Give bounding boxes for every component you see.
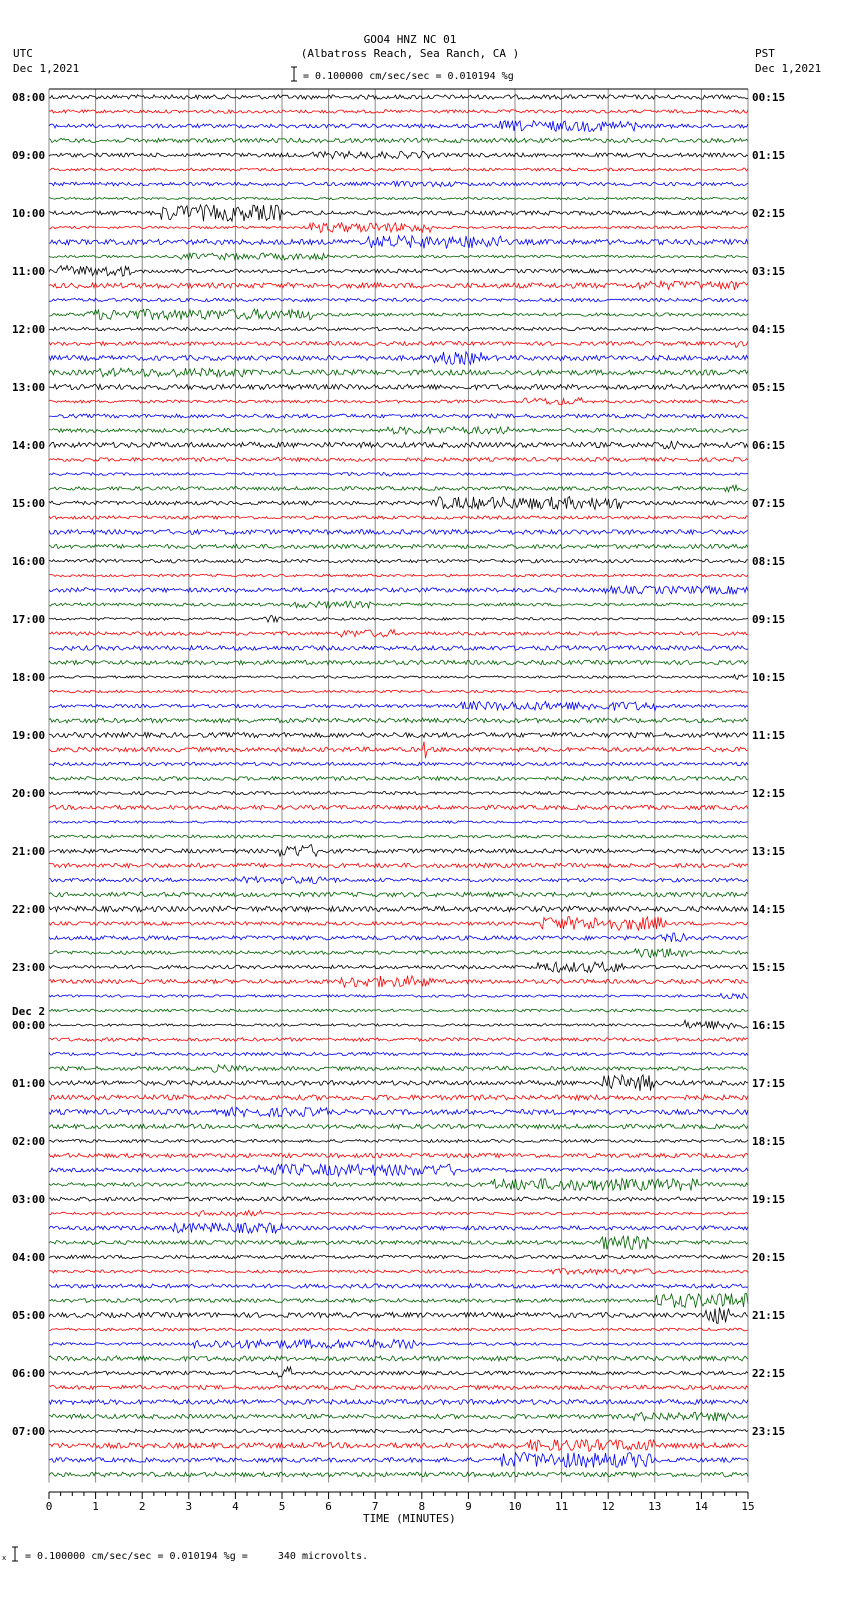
x-tick-label: 4: [232, 1500, 239, 1513]
seismic-trace: [49, 1139, 748, 1142]
pst-hour-label: 23:15: [752, 1425, 786, 1438]
seismic-trace: [49, 253, 748, 260]
seismic-trace: [49, 1452, 748, 1467]
x-tick-label: 13: [648, 1500, 662, 1513]
seismic-trace: [49, 994, 748, 999]
seismic-trace: [49, 933, 748, 942]
seismic-trace: [49, 368, 748, 377]
utc-hour-label: 07:00: [12, 1425, 46, 1438]
seismic-trace: [49, 1339, 748, 1348]
pst-hour-label: 16:15: [752, 1019, 786, 1032]
x-tick-label: 14: [694, 1500, 709, 1513]
seismic-trace: [49, 586, 748, 594]
svg-text:x: x: [2, 1554, 7, 1562]
pst-hour-label: 08:15: [752, 555, 786, 568]
seismic-trace: [49, 414, 748, 418]
pst-hour-label: 22:15: [752, 1367, 786, 1380]
seismic-trace: [49, 205, 748, 221]
seismic-trace: [49, 1075, 748, 1091]
utc-hour-label: 17:00: [12, 613, 46, 626]
seismic-trace: [49, 821, 748, 823]
seismic-trace: [49, 151, 748, 158]
seismic-trace: [49, 718, 748, 723]
seismic-trace: [49, 630, 748, 638]
seismic-trace: [49, 906, 748, 911]
pst-hour-label: 05:15: [752, 381, 786, 394]
seismic-trace: [49, 1400, 748, 1405]
date-change-label: Dec 2: [12, 1005, 46, 1018]
seismic-trace: [49, 835, 748, 838]
seismic-trace: [49, 530, 748, 535]
pst-hour-label: 00:15: [752, 91, 786, 104]
seismic-trace: [49, 646, 748, 651]
x-tick-label: 9: [465, 1500, 472, 1513]
seismic-trace: [49, 805, 748, 809]
seismic-trace: [49, 298, 748, 301]
seismic-trace: [49, 742, 748, 758]
x-tick-label: 12: [601, 1500, 615, 1513]
seismic-trace: [49, 1038, 748, 1042]
seismic-trace: [49, 574, 748, 577]
seismic-trace: [49, 236, 748, 249]
utc-hour-label: 18:00: [12, 671, 46, 684]
pst-hour-label: 21:15: [752, 1309, 786, 1322]
seismic-trace: [49, 497, 748, 510]
seismic-trace: [49, 732, 748, 737]
seismic-trace: [49, 281, 748, 290]
utc-hour-label: 04:00: [12, 1251, 46, 1264]
seismic-trace: [49, 121, 748, 132]
utc-hour-label: 23:00: [12, 961, 46, 974]
utc-hour-label: 02:00: [12, 1135, 46, 1148]
seismic-trace: [49, 976, 748, 988]
utc-hour-label: 10:00: [12, 207, 46, 220]
pst-hour-label: 06:15: [752, 439, 786, 452]
seismic-trace: [49, 427, 748, 435]
seismic-trace: [49, 95, 748, 99]
seismic-trace: [49, 398, 748, 405]
seismic-trace: [49, 341, 748, 347]
seismic-trace: [49, 472, 748, 476]
utc-hour-label: 11:00: [12, 265, 46, 278]
right-date: Dec 1,2021: [755, 62, 822, 75]
utc-hour-label: 06:00: [12, 1367, 46, 1380]
seismic-trace: [49, 559, 748, 563]
x-tick-label: 0: [45, 1500, 53, 1513]
utc-hour-label: 20:00: [12, 787, 46, 800]
x-axis-label: TIME (MINUTES): [363, 1512, 456, 1525]
seismic-trace: [49, 1236, 748, 1250]
seismic-trace: [49, 917, 748, 931]
seismic-trace: [49, 168, 748, 171]
seismic-trace: [49, 138, 748, 142]
pst-hour-label: 01:15: [752, 149, 786, 162]
seismic-trace: [49, 223, 748, 233]
seismic-trace: [49, 1255, 748, 1259]
utc-hour-label: 13:00: [12, 381, 46, 394]
seismic-trace: [49, 544, 748, 548]
seismic-trace: [49, 690, 748, 693]
seismic-trace: [49, 110, 748, 113]
pst-hour-label: 19:15: [752, 1193, 786, 1206]
seismic-trace: [49, 660, 748, 664]
seismic-trace: [49, 327, 748, 330]
utc-hour-label: 19:00: [12, 729, 46, 742]
seismic-trace: [49, 441, 748, 449]
seismic-trace: [49, 962, 748, 972]
seismic-trace: [49, 1095, 748, 1100]
seismic-trace: [49, 1164, 748, 1176]
pst-hour-label: 10:15: [752, 671, 786, 684]
right-timezone: PST: [755, 47, 775, 60]
x-tick-label: 3: [185, 1500, 193, 1513]
seismic-trace: [49, 384, 748, 389]
seismic-trace: [49, 1293, 748, 1307]
seismic-trace: [49, 948, 748, 957]
x-tick-label: 1: [92, 1500, 99, 1513]
x-tick-label: 7: [371, 1500, 379, 1513]
seismic-trace: [49, 845, 748, 857]
seismic-trace: [49, 1412, 748, 1421]
left-timezone: UTC: [13, 47, 33, 60]
pst-hour-label: 09:15: [752, 613, 786, 626]
footer-scale-bar-icon: [2, 1545, 24, 1563]
utc-hour-label: 09:00: [12, 149, 46, 162]
pst-hour-label: 13:15: [752, 845, 786, 858]
seismic-trace: [49, 675, 748, 680]
seismic-trace: [49, 1107, 748, 1116]
utc-hour-label: 22:00: [12, 903, 46, 916]
seismic-trace: [49, 1210, 748, 1216]
seismic-trace: [49, 701, 748, 710]
seismic-trace: [49, 615, 748, 622]
pst-hour-label: 17:15: [752, 1077, 786, 1090]
footer-scale-text: = 0.100000 cm/sec/sec = 0.010194 %g = 340 microvolts.: [25, 1551, 369, 1562]
seismic-trace: [49, 1124, 748, 1129]
utc-hour-label: 15:00: [12, 497, 46, 510]
seismic-trace: [49, 197, 748, 199]
seismic-trace: [49, 516, 748, 519]
pst-hour-label: 15:15: [752, 961, 786, 974]
seismic-trace: [49, 1328, 748, 1331]
pst-hour-label: 12:15: [752, 787, 786, 800]
seismic-trace: [49, 1269, 748, 1275]
x-tick-label: 5: [278, 1500, 286, 1513]
station-title: GOO4 HNZ NC 01: [363, 33, 457, 46]
seismic-trace: [49, 1020, 748, 1029]
utc-hour-label: 14:00: [12, 439, 46, 452]
x-tick-label: 2: [138, 1500, 146, 1513]
pst-hour-label: 04:15: [752, 323, 786, 336]
seismic-trace: [49, 1367, 748, 1377]
pst-hour-label: 07:15: [752, 497, 786, 510]
seismic-trace: [49, 791, 748, 794]
pst-hour-label: 03:15: [752, 265, 786, 278]
pst-hour-label: 02:15: [752, 207, 786, 220]
scale-bar-icon: [289, 66, 299, 82]
utc-hour-label: 05:00: [12, 1309, 46, 1322]
seismic-trace: [49, 863, 748, 868]
seismic-trace: [49, 1009, 748, 1012]
seismic-trace: [49, 1356, 748, 1361]
utc-hour-label: 00:00: [12, 1019, 46, 1032]
utc-hour-label: 16:00: [12, 555, 46, 568]
utc-hour-label: 01:00: [12, 1077, 46, 1090]
x-tick-label: 10: [508, 1500, 522, 1513]
seismic-trace: [49, 1284, 748, 1288]
seismic-trace: [49, 1429, 748, 1432]
seismic-trace: [49, 777, 748, 781]
x-tick-label: 6: [325, 1500, 332, 1513]
x-tick-label: 8: [418, 1500, 426, 1513]
seismic-trace: [49, 1223, 748, 1233]
left-date: Dec 1,2021: [13, 62, 80, 75]
seismic-trace: [49, 352, 748, 365]
x-tick-label: 11: [554, 1500, 569, 1513]
seismic-trace: [49, 601, 748, 608]
utc-hour-label: 12:00: [12, 323, 46, 336]
x-tick-label: 15: [741, 1500, 755, 1513]
seismic-trace: [49, 485, 748, 492]
pst-hour-label: 11:15: [752, 729, 786, 742]
seismic-trace: [49, 1052, 748, 1055]
scale-text: = 0.100000 cm/sec/sec = 0.010194 %g: [303, 71, 514, 82]
seismic-trace: [49, 181, 748, 187]
seismic-trace: [49, 1153, 748, 1157]
seismic-trace: [49, 309, 748, 320]
pst-hour-label: 18:15: [752, 1135, 786, 1148]
seismic-trace: [49, 892, 748, 897]
pst-hour-label: 20:15: [752, 1251, 786, 1264]
seismic-trace: [49, 458, 748, 462]
seismic-trace: [49, 1197, 748, 1201]
seismic-trace: [49, 1440, 748, 1452]
seismic-trace: [49, 762, 748, 765]
seismic-trace: [49, 1065, 748, 1072]
seismic-trace: [49, 1385, 748, 1389]
station-location: (Albatross Reach, Sea Ranch, CA ): [300, 47, 520, 60]
seismic-trace: [49, 266, 748, 277]
pst-hour-label: 14:15: [752, 903, 786, 916]
utc-hour-label: 08:00: [12, 91, 46, 104]
seismic-trace: [49, 1308, 748, 1324]
seismic-trace: [49, 1472, 748, 1477]
utc-hour-label: 21:00: [12, 845, 46, 858]
seismic-trace: [49, 1179, 748, 1191]
seismic-trace: [49, 877, 748, 884]
utc-hour-label: 03:00: [12, 1193, 46, 1206]
